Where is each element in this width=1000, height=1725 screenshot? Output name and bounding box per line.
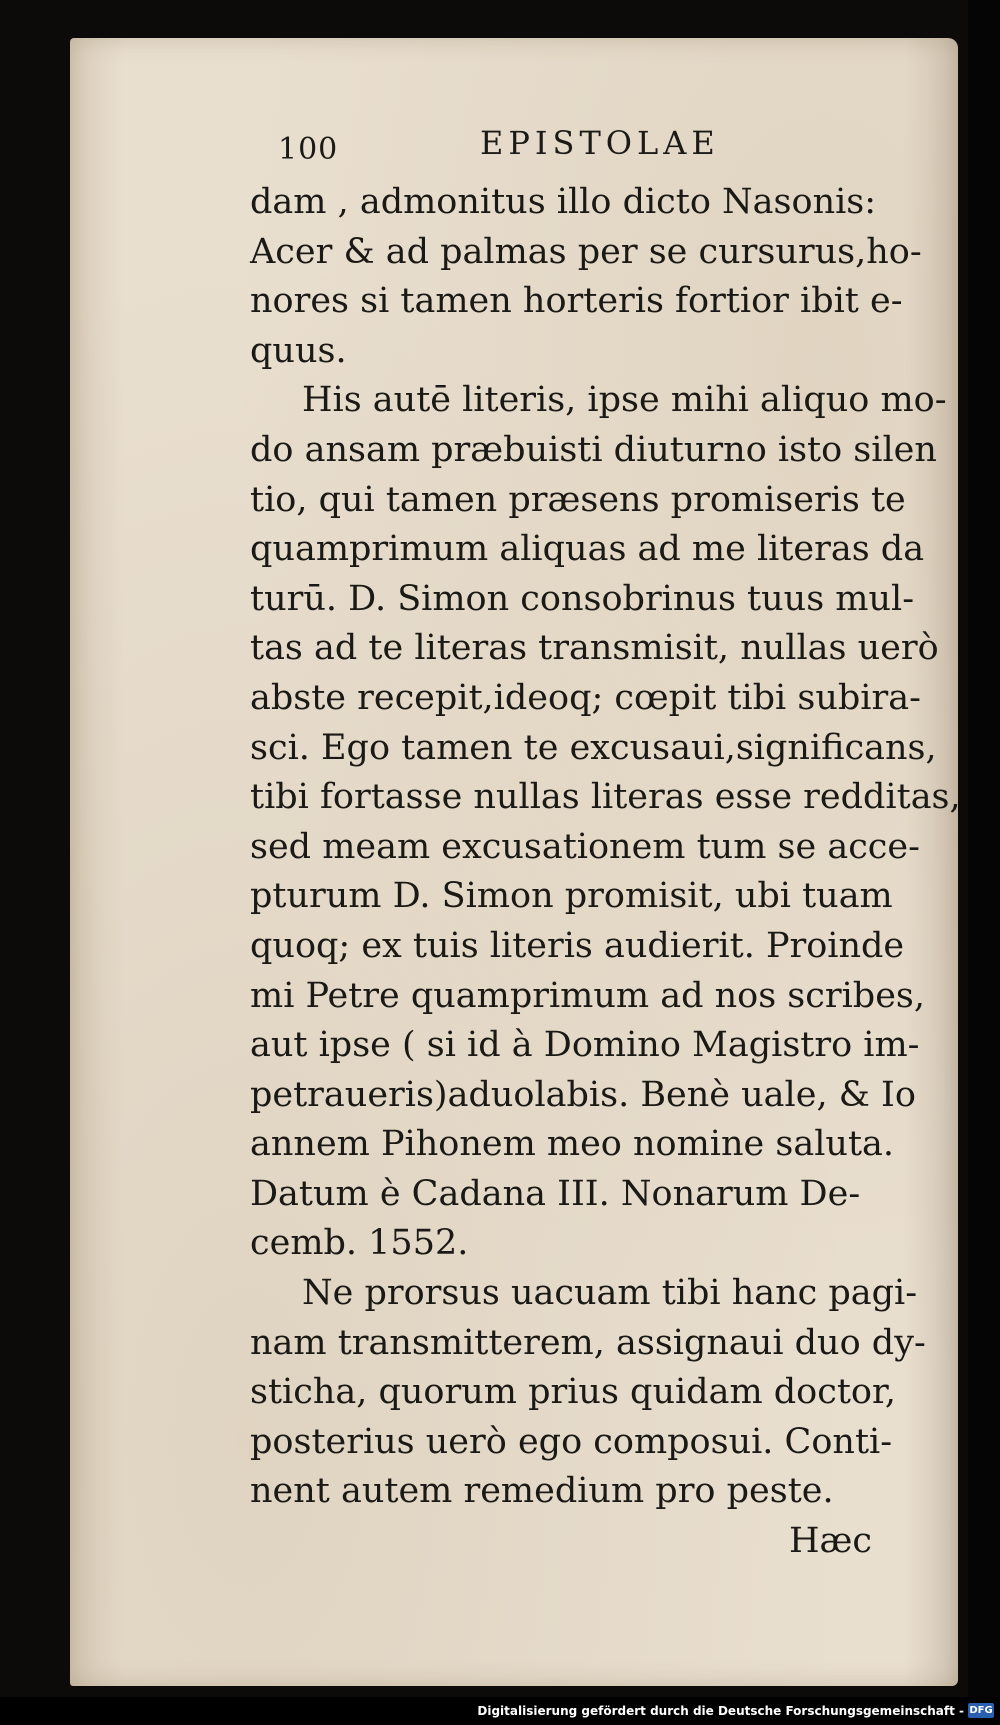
text-line: nam transmitterem, assignaui duo dy- — [250, 1322, 926, 1363]
text-line: Datum è Cadana III. Nonarum De- — [250, 1173, 861, 1214]
text-line: quamprimum aliquas ad me literas da — [250, 529, 925, 570]
text-line: cemb. 1552. — [250, 1223, 469, 1264]
text-line: do ansam præbuisti diuturno isto silen — [250, 429, 937, 470]
text-line: tio, qui tamen præsens promiseris te — [250, 479, 906, 520]
page-header — [218, 118, 738, 168]
dfg-logo-icon: DFG — [969, 1705, 993, 1716]
scan-border-right — [968, 0, 1000, 1725]
text-line: His autē literis, ipse mihi aliquo mo- — [302, 380, 947, 421]
text-line: Ne prorsus uacuam tibi hanc pagi- — [302, 1273, 918, 1314]
text-line: aut ipse ( si id à Domino Magistro im- — [250, 1025, 920, 1066]
page-text — [250, 178, 961, 1567]
text-line: quoq; ex tuis literis audierit. Proinde — [250, 925, 905, 966]
running-head: EPISTOLAE — [480, 124, 720, 162]
catchword: Hæc — [788, 1521, 872, 1562]
text-line: sed meam excusationem tum se acce- — [250, 826, 920, 867]
text-line: dam , admonitus illo dicto Nasonis: — [250, 182, 877, 222]
text-line: sticha, quorum prius quidam doctor, — [250, 1372, 896, 1413]
text-line: tas ad te literas transmisit, nullas uerò — [250, 628, 939, 669]
text-line: petraueris)aduolabis. Benè uale, & Io — [250, 1074, 916, 1115]
funding-credit: Digitalisierung gefördert durch die Deutsche Forschungsgemeinschaft - — [477, 1704, 964, 1718]
text-line: nores si tamen horteris fortior ibit e- — [250, 281, 903, 322]
text-line: quus. — [250, 330, 347, 371]
text-line: abste recepit,ideoq; cœpit tibi subira- — [250, 677, 921, 718]
text-line: Acer & ad palmas per se cursurus,ho- — [250, 231, 922, 272]
text-line: mi Petre quamprimum ad nos scribes, — [250, 975, 925, 1016]
text-line: sci. Ego tamen te excusaui,significans, — [250, 727, 937, 768]
text-line: tibi fortasse nullas literas esse redditas, — [250, 777, 961, 818]
text-line: posterius uerò ego composui. Conti- — [250, 1421, 893, 1462]
text-line: nent autem remedium pro peste. — [250, 1471, 834, 1512]
text-line: annem Pihonem meo nomine saluta. — [250, 1124, 894, 1165]
text-line: pturum D. Simon promisit, ubi tuam — [250, 876, 893, 917]
page-number: 100 — [278, 132, 339, 167]
text-line: turū. D. Simon consobrinus tuus mul- — [250, 578, 915, 619]
